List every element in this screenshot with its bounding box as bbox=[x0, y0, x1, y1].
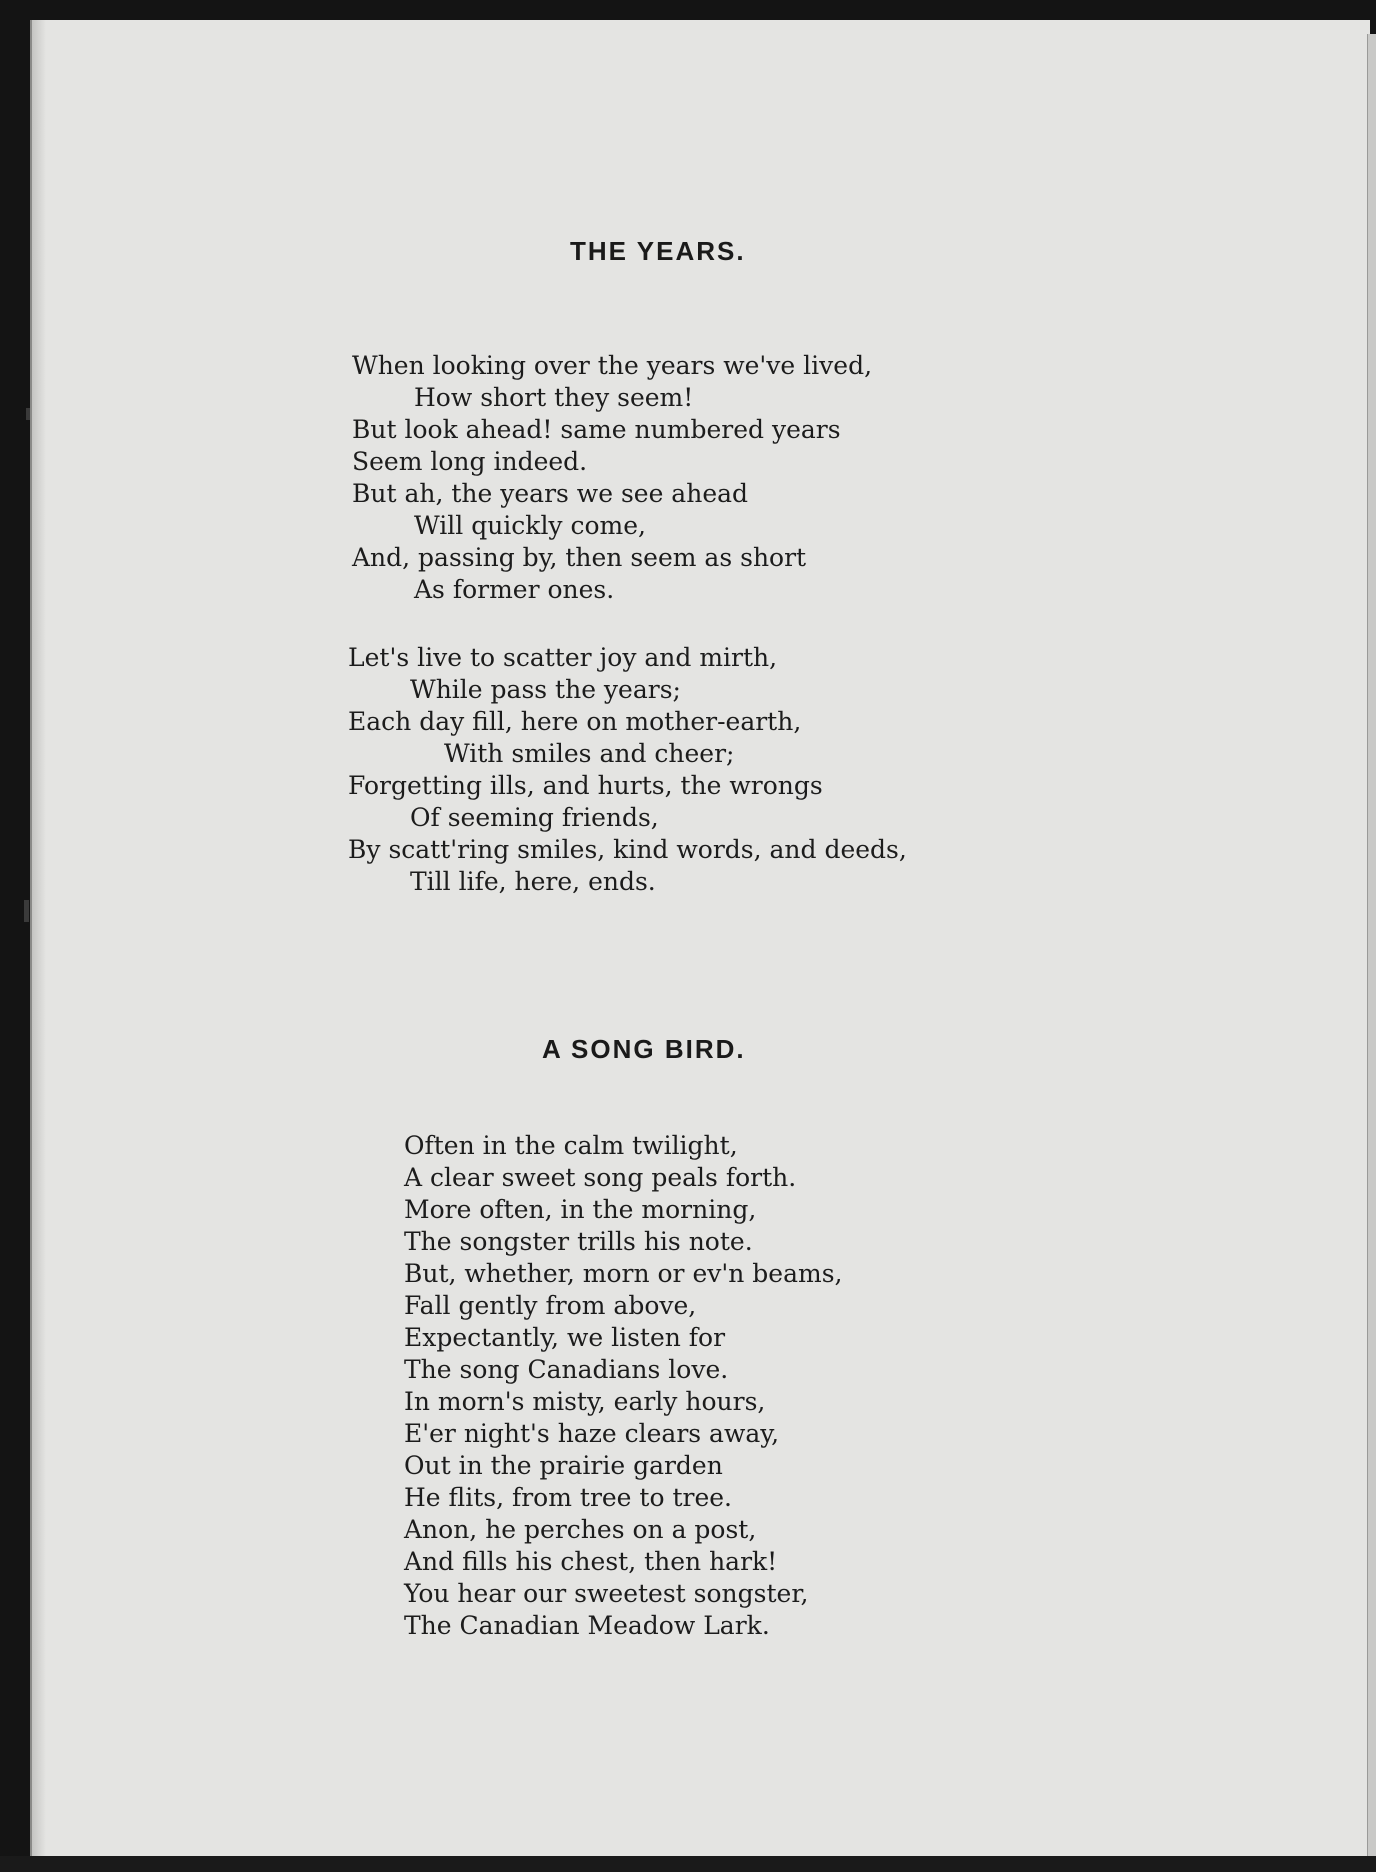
poem-line: Out in the prairie garden bbox=[404, 1451, 723, 1480]
poem-line: The songster trills his note. bbox=[404, 1227, 753, 1256]
poem-line: When looking over the years we've lived, bbox=[352, 351, 873, 380]
spine-shadow bbox=[32, 20, 46, 1858]
poem-line: Till life, here, ends. bbox=[410, 867, 656, 896]
poem-line: As former ones. bbox=[414, 575, 615, 604]
poem-line: While pass the years; bbox=[410, 675, 681, 704]
poem-line: You hear our sweetest songster, bbox=[404, 1579, 809, 1608]
poem-line: And, passing by, then seem as short bbox=[352, 543, 807, 572]
poem-stanza bbox=[404, 1130, 842, 1642]
poem-line: And fills his chest, then hark! bbox=[404, 1547, 778, 1576]
poem-line: But, whether, morn or ev'n beams, bbox=[404, 1259, 843, 1288]
poem-line: In morn's misty, early hours, bbox=[404, 1387, 766, 1416]
margin-mark bbox=[26, 408, 30, 420]
margin-mark bbox=[24, 900, 29, 922]
poem-line: Fall gently from above, bbox=[404, 1291, 697, 1320]
poem-line: Often in the calm twilight, bbox=[404, 1131, 738, 1160]
poem-line: But look ahead! same numbered years bbox=[352, 415, 841, 444]
page-edge bbox=[1367, 34, 1376, 1864]
poem-line: Anon, he perches on a post, bbox=[404, 1515, 757, 1544]
poem-line: The song Canadians love. bbox=[404, 1355, 729, 1384]
poem-line: Let's live to scatter joy and mirth, bbox=[348, 643, 778, 672]
poem-line: A clear sweet song peals forth. bbox=[404, 1163, 797, 1192]
book-page bbox=[30, 20, 1370, 1858]
poem-line: E'er night's haze clears away, bbox=[404, 1419, 780, 1448]
poem-line: Seem long indeed. bbox=[352, 447, 588, 476]
poem-line: Forgetting ills, and hurts, the wrongs bbox=[348, 771, 823, 800]
poem-line: Expectantly, we listen for bbox=[404, 1323, 726, 1352]
poem-line: But ah, the years we see ahead bbox=[352, 479, 749, 508]
poem-line: Of seeming friends, bbox=[410, 803, 659, 832]
poem-line: He flits, from tree to tree. bbox=[404, 1483, 733, 1512]
poem-stanza bbox=[348, 642, 907, 898]
poem-line: Each day fill, here on mother-earth, bbox=[348, 707, 802, 736]
poem-line: By scatt'ring smiles, kind words, and deeds, bbox=[348, 835, 907, 864]
poem-stanza bbox=[352, 350, 872, 606]
poem-line: With smiles and cheer; bbox=[444, 739, 735, 768]
poem-line: More often, in the morning, bbox=[404, 1195, 757, 1224]
poem-title-a-song-bird: A SONG BIRD. bbox=[542, 1034, 746, 1064]
scan-border bbox=[0, 1856, 1376, 1872]
poem-line: How short they seem! bbox=[414, 383, 694, 412]
poem-title-the-years: THE YEARS. bbox=[570, 236, 746, 266]
poem-line: The Canadian Meadow Lark. bbox=[404, 1611, 770, 1640]
poem-line: Will quickly come, bbox=[414, 511, 647, 540]
